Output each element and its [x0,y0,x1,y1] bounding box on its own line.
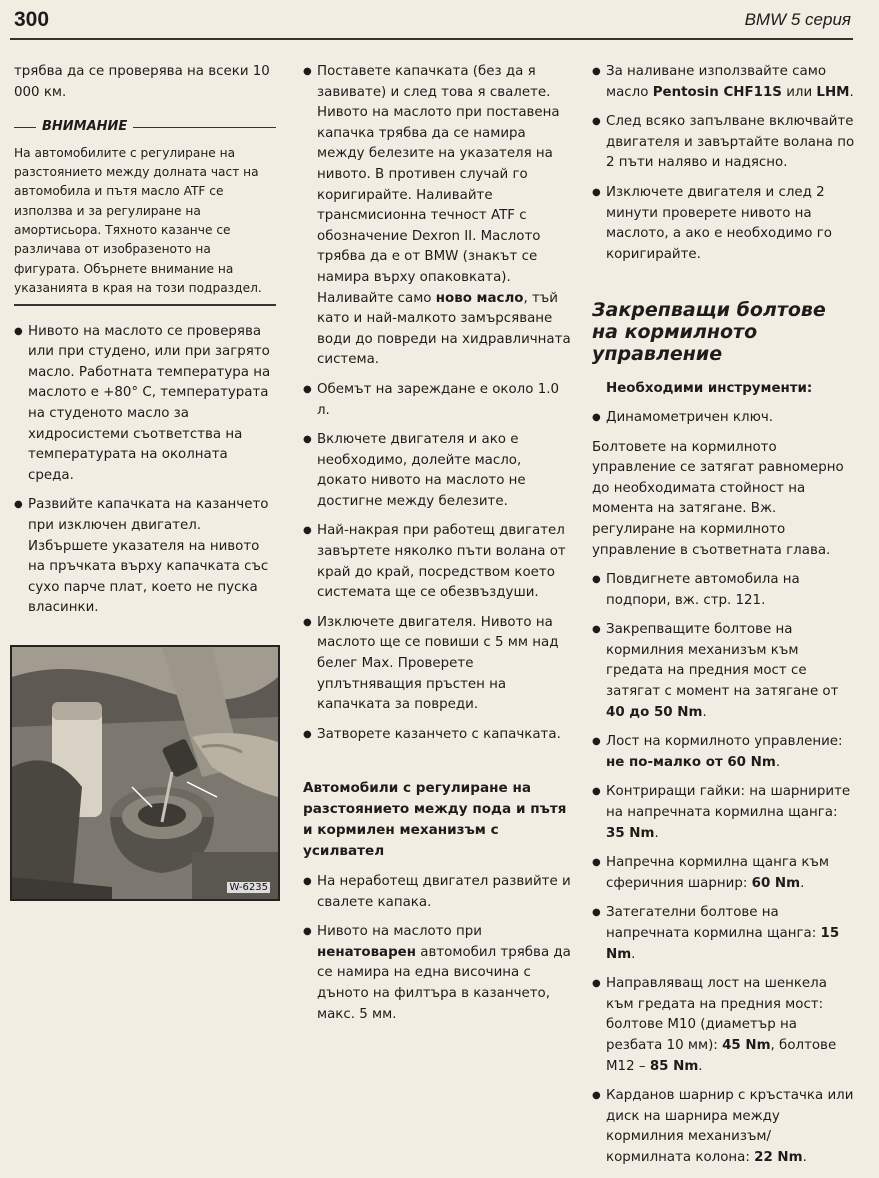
bullet-item: ● Обемът на зареждане е около 1.0 л. [303,380,571,421]
bullet-item: ● Затворете казанчето с капачката. [303,725,571,746]
figure-photo [10,645,280,901]
column-1 [14,62,276,628]
bullet-item: ● За наливане използвайте само масло Pentosin CHF11S или LHM. [592,62,856,103]
bullet-item: ● Контриращи гайки: на шарнирите на напречната кормилна щанга: 35 Nm. [592,782,856,844]
bullet-item: ● Изключете двигателя. Нивото на маслото ще се повиши с 5 мм над белег Max. Проверете уплътняващия пръстен на капачката за повреди. [303,613,571,716]
header-rule [10,38,853,40]
paragraph: Болтовете на кормилното управление се затягат равномерно до необходимата стойност на момента на затягане. Вж. регулиране на кормилното управление в съответната глава. [592,439,844,558]
bullet-item: ● Включете двигателя и ако е необходимо, долейте масло, докато нивото на маслото не достигне между белезите. [303,430,571,512]
warning-title: ВНИМАНИЕ [42,119,128,135]
bullet-item: ● Повдигнете автомобила на подпори, вж. стр. 121. [592,570,856,611]
page-number: 300 [14,8,50,31]
bullet-item: ● Лост на кормилното управление: не по-малко от 60 Nm. [592,732,856,773]
bullet-item: ● Поставете капачката (без да я завивате) и след това я свалете. Нивото на маслото при поставена капачка трябва да се намира между белезите на указателя на нивото. В противен случай го коригирайте. Наливайте трансмисионна течност ATF с обозначение Dexron II. Маслото трябва да е от BMW (знакът се намира върху опаковката). Наливайте само ново масло, тъй като и най-малкото замърсяване води до повреди на хидравличната система. [303,62,571,371]
warning-header [14,117,276,138]
column-2-section [303,778,571,1034]
bullet-item: ● На неработещ двигател развийте и свалете капака. [303,872,571,913]
bullet-item: ● Закрепващите болтове на кормилния механизъм към гредата на предния мост се затягат с момент на затягане от 40 до 50 Nm. [592,620,856,723]
bullet-item: ● Напречна кормилна щанга към сферичния шарнир: 60 Nm. [592,853,856,894]
bullet-item: ● След всяко запълване включвайте двигателя и завъртайте волана по 2 пъти наляво и надясно. [592,112,856,174]
reservoir-photo-illustration [12,647,278,899]
bullet-item: ● Нивото на маслото при ненатоварен автомобил трябва да се намира на една височина с дъното на филтъра в казанчето, макс. 5 мм. [303,922,571,1025]
column-3 [592,62,856,1178]
tools-label: Необходими инструменти: [606,381,813,397]
intro-text: трябва да се проверява на всеки 10 000 км. [14,64,270,100]
bullet-item: ● Затегателни болтове на напречната кормилна щанга: 15 Nm. [592,903,856,965]
bullet-item: ● Нивото на маслото се проверява или при студено, или при загрято масло. Работната температура на маслото е +80° C, температурата на студеното масло за хидросистеми съответства на температурата на околната среда. [14,322,276,487]
warning-box [14,117,276,305]
bullet-item: ● Развийте капачката на казанчето при изключен двигател. Избършете указателя на нивото на пръчката върху капачката със сухо парче плат, което не пуска власинки. [14,495,276,619]
column-2 [303,62,571,754]
bullet-item: ● Динамометричен ключ. [592,408,856,429]
subsection-heading: Автомобили с регулиране на разстоянието между пода и пътя и кормилен механизъм с усилвател [303,780,567,859]
bullet-item: ● Най-накрая при работещ двигател завъртете няколко пъти волана от край до край, посредством което системата ще се обезвъздуши. [303,521,571,603]
running-title: BMW 5 серия [744,10,851,29]
bullet-item: ● Карданов шарнир с кръстачка или диск на шарнира между кормилния механизъм/кормилната колона: 22 Nm. [592,1086,856,1168]
warning-rule-left [14,127,36,129]
warning-text: На автомобилите с регулиране на разстоянието между долната част на автомобила и пътя масло ATF се използва и за регулиране на амортисьора. Тяхното казанче се различава от изобразеното на фигурата. Обърнете внимание на указанията в края на този подраздел. [14,145,262,295]
bullet-item: ● Направляващ лост на шенкела към гредата на предния мост: болтове M10 (диаметър на резбата 10 мм): 45 Nm, болтове M12 – 85 Nm. [592,974,856,1077]
warning-rule-bottom [14,304,276,306]
figure-code: W-6235 [229,882,268,893]
warning-rule-right [133,127,276,129]
section-heading: Закрепващи болтове на кормилното управление [592,299,826,366]
bullet-item: ● Изключете двигателя и след 2 минути проверете нивото на маслото, а ако е необходимо го коригирайте. [592,183,856,265]
